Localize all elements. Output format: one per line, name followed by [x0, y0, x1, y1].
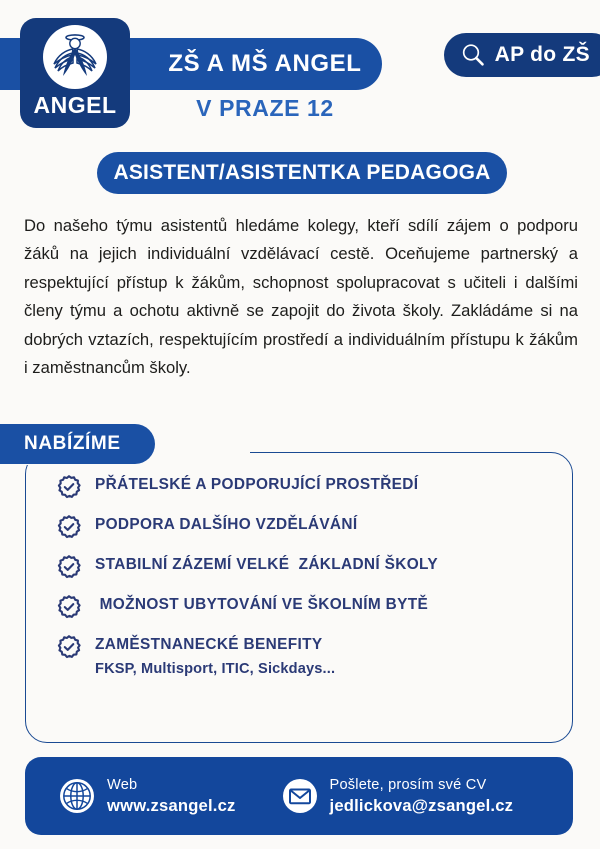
list-item-texts [95, 554, 438, 574]
contact-email-caption: Pošlete, prosím své CV [329, 776, 487, 793]
angel-emblem-icon [42, 24, 108, 90]
check-badge-icon [57, 595, 81, 619]
list-item-label: MOŽNOST UBYTOVÁNÍ VE ŠKOLNÍM BYTĚ [95, 596, 429, 613]
magnifier-icon [460, 42, 486, 68]
job-intro-text: Do našeho týmu asistentů hledáme kolegy, kteří sdílí zájem o podporu žáků na jejich individuální vzdělávací cestě. Oceňujeme partnerský a respektující přístup k žákům, schopnost spolupracovat s učiteli i dalšími členy týmu a ochotu aktivně se zapojit do života školy. Zakládáme si na dobrých vztazích, respektujícím prostředí a individuálním přístupu k žákům i zaměstnancům školy. [24, 216, 578, 378]
list-item-label: PŘÁTELSKÉ A PODPORUJÍCÍ PROSTŘEDÍ [95, 476, 419, 493]
list-item-sublabel: FKSP, Multisport, ITIC, Sickdays... [95, 661, 336, 677]
contact-web-caption: Web [107, 776, 138, 793]
list-item-label: STABILNÍ ZÁZEMÍ VELKÉ ZÁKLADNÍ ŠKOLY [95, 556, 438, 573]
check-badge-icon [57, 515, 81, 539]
list-item [57, 594, 555, 619]
search-badge-label: AP do ZŠ [494, 43, 590, 66]
list-item-texts [95, 474, 418, 494]
list-item-texts [95, 594, 428, 614]
job-title: ASISTENT/ASISTENTKA PEDAGOGA [113, 161, 491, 184]
contact-email[interactable] [282, 777, 514, 816]
logo-wordmark: ANGEL [33, 92, 117, 118]
contact-email-texts [330, 777, 514, 816]
job-title-pill [97, 152, 507, 194]
contact-email-value: jedlickova@zsangel.cz [329, 795, 514, 815]
list-item [57, 634, 555, 677]
offer-section-title: NABÍZÍME [24, 433, 121, 454]
list-item-label: PODPORA DALŠÍHO VZDĚLÁVÁNÍ [95, 516, 358, 533]
offer-list [25, 452, 573, 743]
school-logo [20, 18, 130, 128]
page-header [0, 0, 600, 145]
list-item [57, 554, 555, 579]
check-badge-icon [57, 475, 81, 499]
school-location: V PRAZE 12 [196, 95, 334, 121]
check-badge-icon [57, 555, 81, 579]
contact-footer [25, 757, 573, 835]
list-item [57, 514, 555, 539]
contact-web-value: www.zsangel.cz [107, 795, 236, 815]
check-badge-icon [57, 635, 81, 659]
list-item-label: ZAMĚSTNANECKÉ BENEFITY [95, 636, 323, 653]
contact-web-texts [107, 777, 236, 816]
search-badge[interactable] [444, 33, 600, 77]
list-item [57, 474, 555, 499]
list-item-texts [95, 514, 358, 534]
contact-web[interactable] [59, 777, 236, 816]
school-name: ZŠ A MŠ ANGEL [168, 50, 362, 77]
list-item-texts [95, 634, 335, 677]
globe-icon [59, 778, 95, 814]
envelope-icon [282, 778, 318, 814]
